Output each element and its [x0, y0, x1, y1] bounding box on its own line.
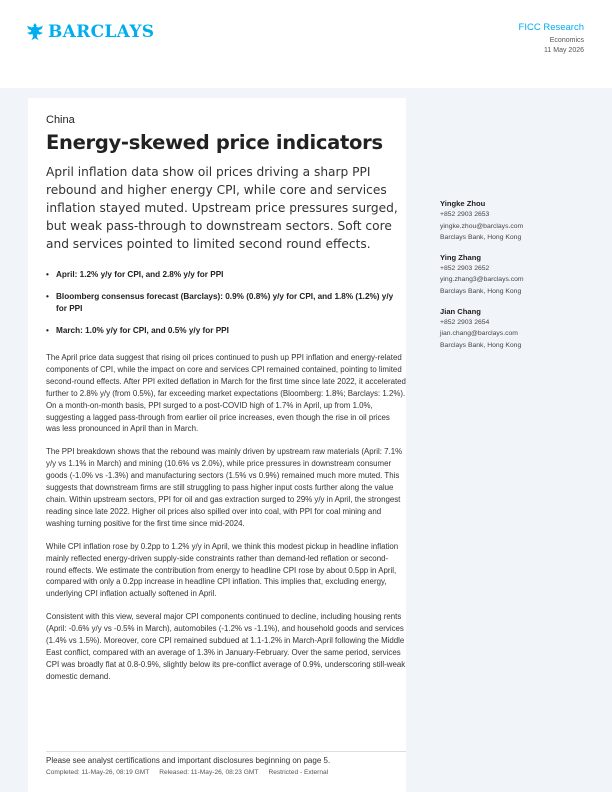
analyst-email[interactable]: yingke.zhou@barclays.com — [440, 222, 524, 230]
body-paragraph: While CPI inflation rose by 0.2pp to 1.2% y/y in April, we think this modest pickup in headline inflation mainly reflected energy-driven supply-side constraints rather than demand-led reflation or second-round effects. We estimate the contribution from energy to headline CPI rose by about 0.5pp in April, compared with only a 0.2pp increase in headline CPI inflation. This implies that, excluding energy, underlying CPI inflation actually softened in April. — [46, 541, 399, 599]
list-item — [46, 269, 406, 281]
list-item — [46, 291, 406, 315]
released-timestamp: Released: 11-May-26, 08:23 GMT — [159, 769, 259, 776]
analyst-name: Jian Chang — [440, 306, 481, 316]
analyst-email[interactable]: ying.zhang3@barclays.com — [440, 276, 524, 284]
analyst-entity: Barclays Bank, Hong Kong — [440, 287, 522, 295]
bullet-text: March: 1.0% y/y for CPI, and 0.5% y/y for PPI — [56, 326, 229, 335]
list-item — [46, 325, 406, 337]
lede-paragraph: April inflation data show oil prices driving a sharp PPI rebound and higher energy CPI, while core and services inflation stayed muted. Upstream price pressures surged, but weak pass-through to downstream sectors. Soft core and services pointed to limited second round effects. — [46, 165, 398, 251]
country-label: China — [46, 114, 75, 126]
division-label: FICC Research — [518, 22, 584, 33]
brand-name: BARCLAYS — [48, 22, 155, 42]
analyst-phone: +852 2903 2653 — [440, 211, 490, 218]
analyst-name: Yingke Zhou — [440, 199, 486, 208]
body-paragraph: The April price data suggest that rising oil prices continued to push up PPI inflation and energy-related components of CPI, while the impact on core and services CPI remained contained, pointing to limited second-round effects. After PPI exited deflation in March for the first time since late 2022, it accelerated further to 2.8% y/y (from 0.5%), far exceeding market expectations (Bloomberg: 1.8%; Barclays: 1.2%). On a month-on-month basis, PPI surged to a post-COVID high of 1.7% in April, up from 1.0%, suggesting a lagged pass-through from earlier oil price increases, even though the rise in oil prices was less pronounced in April than in March. — [46, 353, 406, 434]
analyst-entity: Barclays Bank, Hong Kong — [440, 341, 522, 349]
contact-card — [440, 252, 590, 298]
report-meta — [519, 22, 584, 56]
report-date: 11 May 2026 — [544, 47, 584, 54]
completed-timestamp: Completed: 11-May-26, 08:19 GMT — [46, 769, 150, 776]
bullet-icon: • — [46, 270, 49, 279]
disclosure-note: Please see analyst certifications and important disclosures beginning on page 5. — [46, 756, 331, 765]
bullet-text: April: 1.2% y/y for CPI, and 2.8% y/y for PPI — [56, 270, 224, 279]
bullet-icon: • — [46, 326, 49, 335]
article-body — [46, 352, 406, 694]
barclays-logo — [26, 22, 154, 42]
analyst-entity: Barclays Bank, Hong Kong — [440, 234, 522, 242]
contact-card — [440, 306, 590, 352]
footer-divider — [46, 751, 406, 752]
analyst-email[interactable]: jian.chang@barclays.com — [440, 330, 518, 338]
eagle-icon — [26, 22, 44, 42]
key-figures-list — [46, 269, 406, 347]
body-paragraph: The PPI breakdown shows that the rebound was mainly driven by upstream raw materials (April: 7.1% y/y vs 1.1% in March) and mining (10.6% vs 2.0%), while price pressures in downstream consumer goods (-1.0% vs -1.3%) and manufacturing sectors (1.5% vs 0.9%) remained much more muted. This suggests that downstream firms are still struggling to pass higher input costs further along the value chain. Within upstream sectors, PPI for oil and gas extraction surged to 29% y/y in April, the strongest reading since late 2022. Higher oil prices also spilled over into coal, with PPI for coal mining and washing turning positive for the first time since mid-2024. — [46, 447, 403, 528]
analyst-contacts — [440, 198, 590, 359]
analyst-phone: +852 2903 2652 — [440, 264, 490, 272]
bullet-text: Bloomberg consensus forecast (Barclays): 0.9% (0.8%) y/y for CPI, and 1.8% (1.2%) y/y for PPI — [56, 292, 394, 313]
body-paragraph: Consistent with this view, several major CPI components continued to decline, including housing rents (April: -0.6% y/y vs -0.5% in March), automobiles (-1.2% vs -1.1%), and household goods and services (1.4% vs 1.5%). Moreover, core CPI remained subdued at 1.1-1.2% in March-April following the Middle East conflict, compared with an average of 1.3% in January-February. Over the same period, services CPI was broadly flat at 0.8-0.9%, slightly below its pre-conflict average of 0.9%, underscoring still-weak domestic demand. — [46, 612, 406, 681]
section-label: Economics — [549, 37, 584, 44]
classification-label: Restricted - External — [268, 769, 329, 776]
bullet-icon: • — [46, 292, 49, 301]
analyst-name: Ying Zhang — [440, 252, 482, 262]
page-title: Energy-skewed price indicators — [46, 131, 383, 154]
contact-card — [440, 198, 590, 244]
analyst-phone: +852 2903 2654 — [440, 318, 490, 326]
release-meta — [46, 769, 328, 776]
